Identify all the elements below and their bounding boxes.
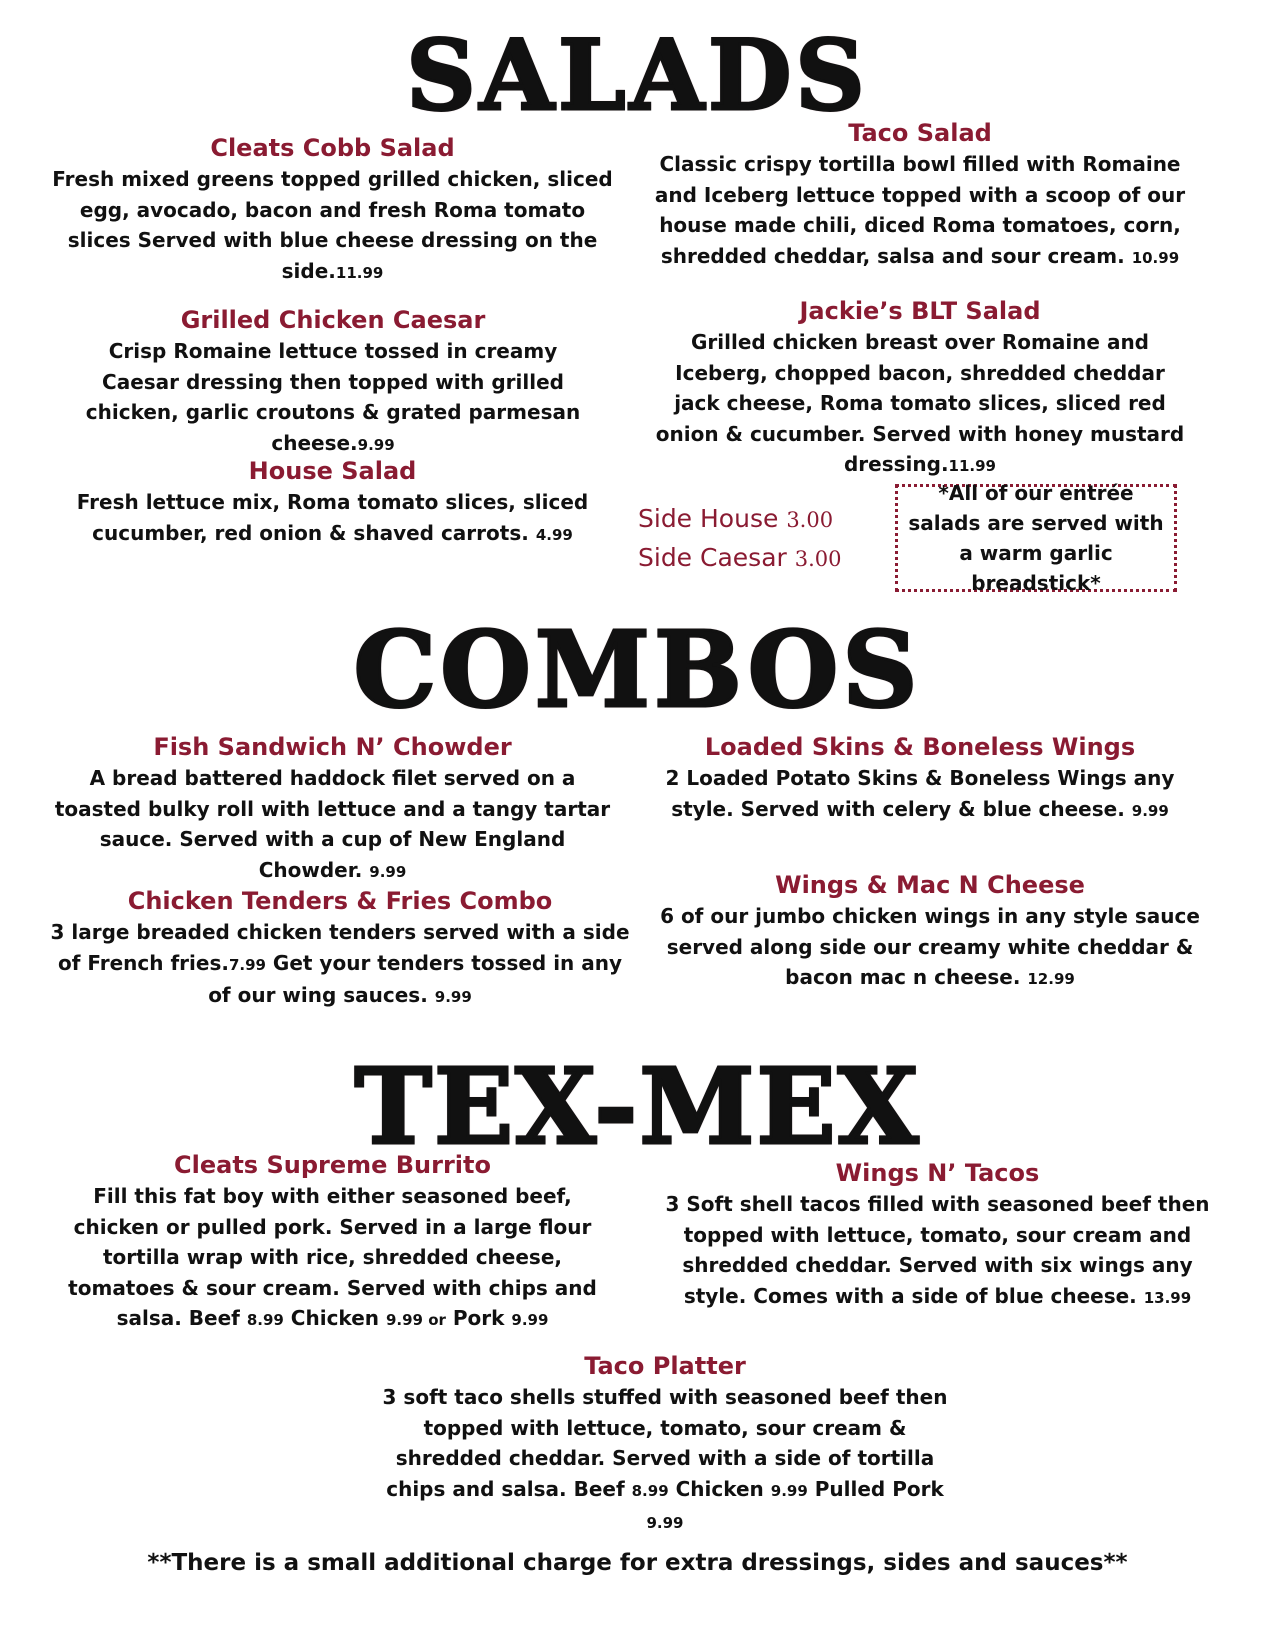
item-price: 12.99 <box>1027 970 1075 988</box>
item-price: 9.99 <box>1131 801 1169 820</box>
menu-item-loaded-skins-wings <box>650 732 1190 826</box>
item-price: 9.99 <box>770 1481 808 1500</box>
item-description: Fresh lettuce mix, Roma tomato slices, sliced cucumber, red onion & shaved carrots. 4.99 <box>76 490 589 545</box>
menu-item-wings-n-tacos <box>665 1158 1210 1313</box>
item-name: Chicken Tenders & Fries Combo <box>127 887 553 915</box>
item-price: 9.99 <box>646 1514 684 1532</box>
item-description: 2 Loaded Potato Skins & Boneless Wings any style. Served with celery & blue cheese. 9.99 <box>665 766 1175 821</box>
item-name: Wings & Mac N Cheese <box>775 871 1085 899</box>
menu-item-cleats-supreme-burrito <box>50 1150 615 1336</box>
side-salads <box>638 500 868 578</box>
section-title-texmex: TEX-MEX <box>354 1045 921 1168</box>
item-name: House Salad <box>248 457 417 485</box>
side-house: Side House 3.00 <box>638 504 834 533</box>
item-description: 3 soft taco shells stuffed with seasoned beef then topped with lettuce, tomato, sour cream & shredded cheddar. Served with a side of tortilla chips and salsa. Beef 8.99 Chicken 9.99 Pulled Pork 9.99 <box>382 1385 948 1532</box>
item-price: 13.99 <box>1143 1288 1192 1307</box>
item-description: Fresh mixed greens topped grilled chicken, sliced egg, avocado, bacon and fresh Roma tomato slices Served with blue cheese dressing on the side.11.99 <box>52 167 613 283</box>
item-price: 11.99 <box>335 263 384 282</box>
item-price: 11.99 <box>948 457 996 475</box>
item-name: Fish Sandwich N’ Chowder <box>153 733 512 761</box>
section-title-combos: COMBOS <box>353 608 922 731</box>
item-description: Fill this fat boy with either seasoned beef, chicken or pulled pork. Served in a large flour tortilla wrap with rice, shredded cheese, tomatoes & sour cream. Served with chips and salsa. Beef 8.99 Chicken 9.99 or Pork 9.99 <box>68 1184 597 1330</box>
item-description: Grilled chicken breast over Romaine and Iceberg, chopped bacon, shredded cheddar jack cheese, Roma tomato slices, sliced red onion & cucumber. Served with honey mustard dressing.11.99 <box>655 330 1185 476</box>
breadstick-note: *All of our entrée salads are served with a warm garlic breadstick* <box>895 484 1177 592</box>
item-price: 9.99 <box>511 1311 549 1329</box>
menu-item-house-salad <box>75 456 590 550</box>
side-caesar-price: 3.00 <box>794 547 842 571</box>
item-price: 9.99 <box>357 435 395 454</box>
item-description: 3 Soft shell tacos filled with seasoned beef then topped with lettuce, tomato, sour cream and shredded cheddar. Served with six wings any style. Comes with a side of blue cheese. 13.99 <box>665 1192 1210 1308</box>
menu-item-chicken-tenders-fries <box>50 886 630 1013</box>
item-name: Grilled Chicken Caesar <box>180 306 486 334</box>
menu-item-cobb-salad <box>50 133 615 288</box>
menu-item-wings-mac-cheese <box>650 870 1210 995</box>
item-description: 6 of our jumbo chicken wings in any style sauce served along side our creamy white cheddar & bacon mac n cheese. 12.99 <box>660 904 1200 989</box>
item-price: 9.99 <box>369 862 407 881</box>
item-description: Crisp Romaine lettuce tossed in creamy Caesar dressing then topped with grilled chicken, garlic croutons & grated parmesan cheese.9.99 <box>85 339 581 455</box>
item-price: 7.99 <box>228 955 266 974</box>
side-house-price: 3.00 <box>786 508 834 532</box>
menu-item-jackies-blt-salad <box>650 296 1190 482</box>
item-price: 8.99 <box>246 1311 284 1329</box>
item-name: Taco Platter <box>584 1352 746 1380</box>
item-price: 9.99 or <box>385 1311 446 1329</box>
item-description: A bread battered haddock filet served on a toasted bulky roll with lettuce and a tangy tartar sauce. Served with a cup of New England Chowder. 9.99 <box>54 766 611 882</box>
item-name: Wings N’ Tacos <box>835 1159 1040 1187</box>
item-price: 4.99 <box>535 525 573 544</box>
item-name: Taco Salad <box>848 119 992 147</box>
footer-note: **There is a small additional charge for extra dressings, sides and sauces** <box>147 1550 1128 1576</box>
item-description: 3 large breaded chicken tenders served with a side of French fries.7.99 Get your tenders tossed in any of our wing sauces. 9.99 <box>50 920 630 1007</box>
item-name: Loaded Skins & Boneless Wings <box>704 733 1136 761</box>
item-price: 8.99 <box>631 1481 669 1500</box>
menu-item-fish-sandwich-chowder <box>50 732 615 887</box>
item-price: 9.99 <box>434 988 472 1006</box>
side-caesar: Side Caesar 3.00 <box>638 543 842 572</box>
menu-item-taco-salad <box>650 118 1190 273</box>
item-name: Cleats Supreme Burrito <box>174 1151 491 1179</box>
section-title-salads: SALADS <box>406 19 869 132</box>
item-description: Classic crispy tortilla bowl filled with Romaine and Iceberg lettuce topped with a scoop of our house made chili, diced Roma tomatoes, corn, shredded cheddar, salsa and sour cream. 10.99 <box>654 152 1186 268</box>
item-name: Cleats Cobb Salad <box>210 134 455 162</box>
menu-item-taco-platter <box>375 1351 955 1539</box>
item-name: Jackie’s BLT Salad <box>799 297 1041 325</box>
item-price: 10.99 <box>1131 248 1180 267</box>
menu-item-grilled-chicken-caesar <box>68 305 598 460</box>
